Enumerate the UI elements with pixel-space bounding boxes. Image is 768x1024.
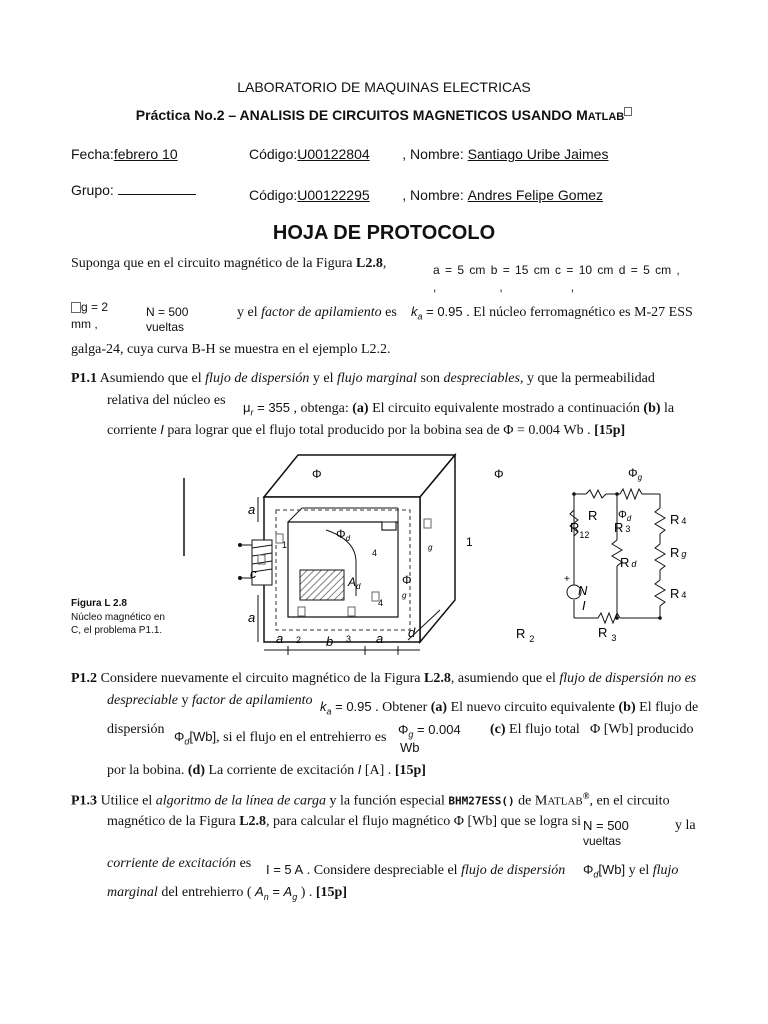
p12-pts: [15p] [394, 763, 426, 778]
intro-N: N = 500 [146, 305, 189, 319]
p12-phi-tot: Φ [Wb] producido [590, 722, 694, 737]
p12-t4: . Obtener [371, 700, 431, 715]
R3-bottom-label: R $_3$ [598, 625, 617, 643]
phi-g-label: $\Phi_g$ [628, 466, 643, 482]
missing-glyph-icon [624, 107, 632, 116]
p13-t9: y el [625, 863, 653, 878]
Rg-label: R g [670, 545, 687, 560]
mu-symbol: μ [243, 400, 251, 415]
p12-phig-sym: Φ [398, 722, 409, 737]
p12-t8: , si el flujo en el entrehierro es [216, 730, 387, 745]
p11-t1: Asumiendo que el [97, 371, 206, 386]
p11-I: I [160, 422, 164, 437]
R12-label: $R_12$ [570, 520, 590, 540]
Ad-label: $A_d$ [348, 575, 361, 591]
p12-t6: El flujo de [635, 700, 699, 715]
p13-line1 [71, 791, 670, 810]
p12-line2a [107, 693, 313, 709]
figure-caption-line2: C, el problema P1.1. [71, 625, 163, 636]
grupo-label: Grupo: [71, 182, 114, 198]
p11-it1: flujo de dispersión [205, 371, 310, 386]
p13-t7-it: corriente de excitación [107, 856, 237, 871]
nombre1-label: , Nombre: [402, 146, 464, 162]
p12-t7: dispersión [107, 722, 165, 737]
R-label-main: R [588, 508, 598, 523]
num-1: 1 [282, 540, 288, 550]
nombre2-value: Andres Felipe Gomez [467, 187, 604, 203]
plus-sign: + [564, 574, 570, 585]
figure-caption-line1: Núcleo magnético en [71, 612, 165, 623]
p13-t6: , para calcular el flujo magnético Φ [Wb] que se logra si [266, 814, 582, 829]
p12-ka-val: = 0.95 [331, 699, 372, 714]
p12-wb: Wb [400, 740, 420, 755]
p12-b: (b) [618, 700, 636, 715]
p13-An: A [255, 884, 264, 899]
p11-line3 [107, 422, 625, 439]
fecha-label: Fecha: [71, 146, 114, 162]
intro-ka [411, 304, 693, 322]
phi-side-label: Φ [402, 573, 412, 587]
p12-t3-it: despreciable [107, 693, 179, 708]
p13-line4 [107, 884, 347, 902]
intro-dims: a = 5 cm b = 15 cm c = 10 cm d = 5 cm , [433, 263, 680, 277]
p12-phig-sub: g [408, 729, 414, 740]
p11-tc: son [417, 371, 444, 386]
p13-yla: y la [675, 818, 696, 833]
p12-t2-it: flujo de dispersión no es [559, 671, 697, 686]
codigo2-value: U00122295 [297, 187, 370, 203]
p13-reg: ® [582, 791, 590, 801]
p13-t9-it: flujo [652, 863, 679, 878]
intro-factor-it: factor de apilamiento [261, 305, 382, 320]
dim-b: b [326, 634, 334, 649]
p13-eq: = [268, 884, 284, 899]
p12-fig: L2.8 [424, 671, 451, 686]
p13-label: P1.3 [71, 793, 98, 809]
p13-t5: magnético de la Figura [107, 814, 240, 829]
dim-d: d [408, 625, 416, 640]
p13-Ag: A [283, 884, 293, 899]
p13-t11: ) . [297, 885, 316, 900]
p12-phid [174, 729, 386, 747]
intro-factor [237, 305, 397, 321]
R3-label: R 3 [614, 520, 631, 535]
dim-a-b2: a [376, 631, 384, 646]
phi-d-label: $\Phi_d$ [336, 527, 351, 543]
codigo2-row [249, 187, 688, 203]
p12-line2b [320, 699, 698, 717]
p12-t11: La corriente de excitación [205, 763, 358, 778]
p12-t5: El nuevo circuito equivalente [447, 700, 619, 715]
p11-t4: El circuito equivalente mostrado a continuación [368, 401, 644, 416]
p13-t1: Utilice el [97, 793, 156, 809]
missing-glyph-icon [71, 302, 81, 313]
grupo-blank [118, 181, 196, 195]
grupo-row [71, 181, 196, 198]
p13-t4: , en el circuito [589, 793, 670, 809]
p11-a: (a) [352, 401, 369, 416]
p12-t9: El flujo total [505, 722, 580, 737]
codigo1-label: Código: [249, 146, 298, 162]
p11-t5: la [660, 401, 675, 416]
p12-t3-it2: factor de apilamiento [192, 693, 313, 708]
p13-t10-it: marginal [107, 885, 158, 900]
practice-title [0, 107, 768, 123]
p13-t1-it: algoritmo de la línea de carga [155, 793, 326, 809]
p12-t10: por la bobina. [107, 763, 188, 778]
nombre2-label: , Nombre: [402, 187, 464, 203]
nombre1-value: Santiago Uribe Jaimes [467, 146, 609, 162]
p11-t3: , obtenga: [290, 401, 353, 416]
p12-phid-sym: Φ [174, 729, 185, 744]
p11-pts: [15p] [594, 423, 626, 438]
shaded-area [300, 570, 344, 600]
dim-a-b1: a [276, 631, 284, 646]
p13-func: BHM27ESS() [448, 794, 515, 808]
p11-td: , y que la permeabilidad [519, 371, 655, 386]
intro-vueltas: vueltas [146, 320, 185, 334]
R2-label: R $_2$ [516, 626, 535, 644]
lab-title: LABORATORIO DE MAQUINAS ELECTRICAS [237, 79, 531, 95]
codigo2-label: Código: [249, 187, 298, 203]
p13-phid-sym: Φ [583, 862, 594, 877]
fecha-value: febrero 10 [113, 146, 178, 162]
p13-line3 [107, 856, 251, 872]
phi-circuit-label: Φ [494, 467, 504, 481]
ka-symbol: k [411, 304, 418, 319]
R4-top-label: R 4 [670, 512, 687, 527]
practice-prefix: Práctica No.2 – ANALISIS DE CIRCUITOS MAGNETICOS USANDO M [135, 107, 588, 123]
p13-phid-sub: d [593, 869, 599, 880]
p12-phig-val: = 0.004 [413, 722, 461, 737]
p12-t12: [A] . [361, 763, 395, 778]
p13-I-val: I = 5 A [266, 862, 304, 877]
dim-a-top: a [248, 502, 256, 517]
num-3: 3 [346, 634, 352, 644]
p12-c: (c) [490, 722, 506, 737]
p11-it3: despreciables [443, 371, 520, 386]
intro-mm: mm , [71, 317, 98, 331]
p13-t2: y la función especial [325, 793, 449, 809]
dim-a-bottom: a [248, 610, 256, 625]
fecha-row [71, 146, 217, 162]
p13-An-sub: n [263, 891, 269, 902]
intro-factor-es: es [381, 305, 397, 320]
codigo1-value: U00122804 [297, 146, 370, 162]
p13-t3: de M [514, 793, 548, 809]
p12-t3: y [178, 693, 193, 708]
p13-Ag-sub: g [292, 891, 298, 902]
g-side: g [402, 591, 407, 600]
figure-caption-title: Figura L 2.8 [71, 598, 127, 609]
phi-top-label: Φ [312, 467, 322, 481]
dim-c: c [250, 566, 257, 581]
p13-phid-unit: [Wb] [598, 862, 626, 877]
p13-N: N = 500 [583, 818, 629, 833]
intro-g-value: g = 2 [81, 300, 109, 314]
p13-t8-it: flujo de dispersión [461, 863, 566, 878]
p13-matlab: ATLAB [547, 795, 583, 808]
p11-tb: y el [309, 371, 338, 386]
num-2: 2 [296, 635, 302, 645]
p12-ka-sub: a [326, 706, 332, 717]
p11-t7: para lograr que el flujo total producido por la bobina sea de Φ = 0.004 Wb . [163, 423, 595, 438]
intro-line3: galga-24, cuya curva B-H se muestra en el ejemplo L2.2. [71, 342, 391, 357]
page-title: HOJA DE PROTOCOLO [272, 222, 496, 244]
R4-bottom-label: R 4 [670, 586, 687, 601]
one-mark: 1 [466, 535, 473, 549]
ka-sub: a [417, 311, 423, 322]
p11-line1 [71, 371, 655, 387]
intro-text: Suponga que en el circuito magnético de la Figura [71, 256, 356, 271]
p12-t2: , asumiendo que el [450, 671, 560, 686]
num-4-bottom: 4 [378, 598, 384, 608]
p12-phid-unit: [Wb] [189, 729, 217, 744]
num-4-top: 4 [372, 548, 378, 558]
p12-line4 [107, 762, 426, 779]
intro-nucleo: . El núcleo ferromagnético es M-27 ESS [462, 305, 693, 320]
intro-factor-pre: y el [237, 305, 262, 320]
p11-mu [243, 400, 674, 418]
p11-t6: corriente [107, 423, 161, 438]
practice-matlab: ATLAB [587, 111, 625, 123]
intro-g [71, 300, 108, 314]
p12-a: (a) [430, 700, 448, 715]
p12-ka: k [320, 699, 327, 714]
p12-line1 [71, 671, 696, 687]
p12-d: (d) [187, 763, 205, 778]
mu-sub: r [250, 407, 254, 418]
g-front: g [428, 543, 433, 552]
intro-dim-commas: , , , [433, 280, 575, 294]
p13-t8: . Considere despreciable el [303, 863, 462, 878]
p12-line3 [107, 722, 165, 738]
p13-t7: es [236, 856, 252, 871]
p11-b: (b) [643, 401, 661, 416]
Rd-label: R d [620, 555, 637, 570]
p13-fig: L2.8 [239, 814, 267, 829]
mu-value: = 355 [253, 400, 291, 415]
p12-label: P1.2 [71, 671, 98, 686]
p11-it2: flujo marginal [337, 371, 418, 386]
ka-value: = 0.95 [422, 304, 463, 319]
airgap [382, 522, 396, 530]
p13-pts: [15p] [315, 885, 348, 900]
intro-comma: , [382, 256, 387, 271]
codigo1-row [249, 146, 688, 162]
p13-line2 [107, 814, 581, 830]
p12-t1: Considere nuevamente el circuito magnético de la Figura [97, 671, 425, 686]
p13-vueltas: vueltas [583, 834, 622, 848]
p13-t10: del entrehierro ( [157, 885, 256, 900]
intro-line1 [71, 256, 386, 272]
phi-d-circ: $\Phi_d$ [618, 509, 632, 523]
p11-line2: relativa del núcleo es [107, 393, 226, 408]
p12-phig [398, 722, 461, 740]
p13-I [266, 862, 565, 879]
p11-label: P1.1 [71, 371, 98, 386]
p12-line3c [490, 722, 580, 738]
I-label: I [582, 598, 586, 613]
p12-I: I [357, 762, 362, 777]
intro-fig: L2.8 [355, 256, 383, 271]
p13-phid [583, 862, 678, 880]
p12-phid-sub: d [184, 736, 190, 747]
N-label: N [578, 583, 588, 598]
